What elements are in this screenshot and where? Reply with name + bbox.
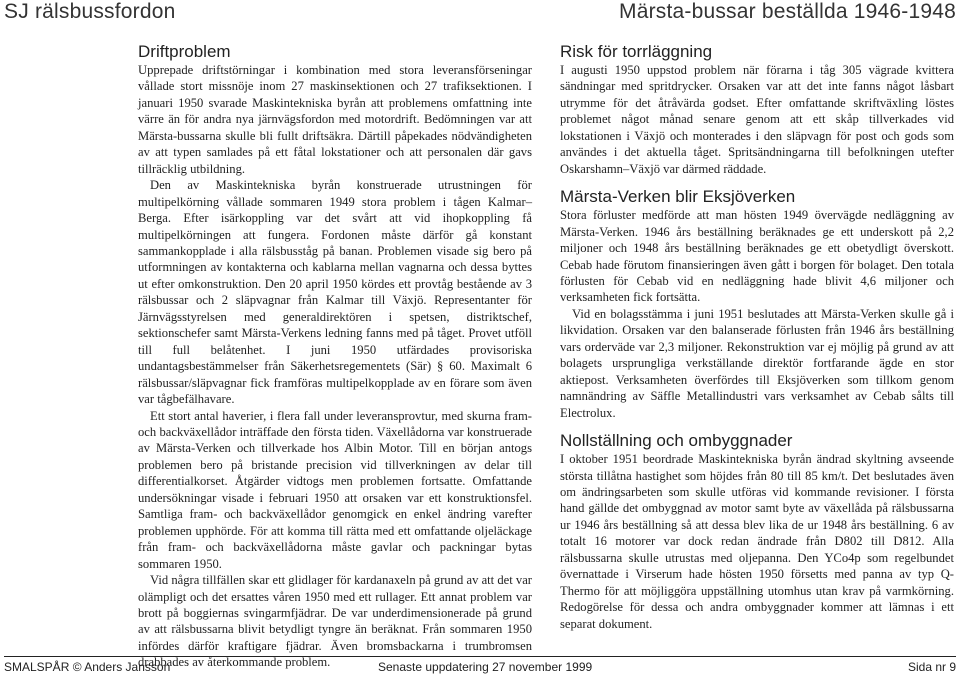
heading-risk-for-torrlaggning: Risk för torrläggning <box>560 42 713 61</box>
paragraph: Ett stort antal haverier, i flera fall under leveransprovtur, med skurna fram- och backväxellådor inträffade den första tiden. Växellådorna var konstruerade av Märsta-Verken och tillverkade hos Albin Motor. Till en början antogs problemen bero på bristande precision vid tillverkningen av delar till differentialkorset. Åtgärder vidtogs men problemen fortsatte. Omfattande undersökningar visade i februari 1950 att orsaken var ett konstruktionsfel. Samtliga fram- och backväxellådor genomgick en enkel ändring varefter problemen upphörde. För att komma till rätta med ett omfattande oljeläckage från fram- och backväxellådorna måste gavlar och packningar bytas sommaren 1950. <box>138 408 532 571</box>
page-title: Märsta-bussar beställda 1946-1948 <box>619 0 956 23</box>
heading-nollstallning-och-ombyggnader: Nollställning och ombyggnader <box>560 431 793 451</box>
paragraph: Vid en bolagsstämma i juni 1951 beslutades att Märsta-Verken skulle gå i likvidation. Orsaken var den balanserade förlusten från 1946 års beställning vars orderväde var 2,3 miljoner. Rekonstruktion var ej möjlig på grund av att bolagets ursprungliga verkställande direktör fortfarande ägde en stor aktiepost. Verksamheten överfördes till Eksjöverken som tillkom genom namnändring av Säffle Metallindustri vars verksamhet av Cebab sålts till Electrolux. <box>560 306 954 420</box>
heading-marsta-verken-blir-eksjoverken: Märsta-Verken blir Eksjöverken <box>560 187 796 207</box>
footer-copyright: SMALSPÅR © Anders Jansson <box>4 660 171 674</box>
right-column <box>560 42 954 632</box>
left-column <box>138 42 532 671</box>
paragraph: I oktober 1951 beordrade Maskintekniska byrån ändrad skyltning avseende största tillåtna hastighet som höjdes från 80 till 85 km/t. Det beslutades även om ändringsarbeten som skulle utföras vid kommande revisioner. I första hand gällde det ombyggnad av motor samt byte av växellåda på rälsbussarna ur 1946 års beställning så att dessa blev lika de ur 1948 års beställning. 6 av totalt 16 motorer var dock redan ändrade från D802 till D812. Alla rälsbussarna skulle utrustas med oljepanna. Den YCo4p som regelbundet övernattade i Virserum hade hösten 1950 försetts med panna av typ Q-Thermo för att möjliggöra uppställning utomhus utan krav på varmkörning. Redogörelse för dessa och andra ombyggnader kommer att lämnas i ett separat dokument. <box>560 452 954 631</box>
page-header <box>0 0 960 26</box>
paragraph: Vid några tillfällen skar ett glidlager för kardanaxeln på grund av att det var olämpligt och det ersattes våren 1950 med ett rullager. Ett annat problem var brott på boggiernas svingarmfjädrar. De var underdimensionerade på grund av att rälsbussarna blivit betydligt tyngre än beräknat. Från sommaren 1950 infördes därför kraftigare fjädrar. Även bromsbackarna i trumbromsen drabbades av återkommande problem. <box>138 573 532 670</box>
paragraph: Den av Maskintekniska byrån konstruerade utrustningen för multipelkörning vållade sommaren 1949 stora problem i tågen Kalmar–Berga. Efter isärkoppling var det svårt att vid ihopkoppling få multipelkörningen att fungera. Fordonen måste därför gå konstant sammankopplade i alla rälsbusståg på banan. Problemen visade sig bero på utformningen av kontakterna och kablarna mellan vagnarna och dessa byttes ut efter omkonstruktion. Den 20 april 1950 kördes ett provtåg bestående av 3 rälsbussar och 2 släpvagnar från Kalmar till Växjö. Representanter för Järnvägsstyrelsen med generaldirektören i spetsen, distriktschef, sektionschefer samt Märsta-Verkens ledning fanns med på tåget. Provet utföll till full belåtenhet. I juni 1950 utfärdades provisoriska undantagsbestämmelser från Säkerhetsregementets (Sär) § 60. Maximalt 6 rälsbussar/släpvagnar fick framföras multipelkopplade av en förare som även var tågbefälhavare. <box>138 178 532 407</box>
paragraph: Stora förluster medförde att man hösten 1949 övervägde nedläggning av Märsta-Verken. 1946 års beställning beräknades ge ett underskott på 2,2 miljoner och 1948 års beställning beräknades ge ett obetydligt överskott. Cebab hade förutom finansieringen även gått i borgen för bolaget. Den totala förlusten för Cebab vid en nedläggning hade blivit 4,6 miljoner och verksamheten fick fortsätta. <box>560 208 954 305</box>
document-title: SJ rälsbussfordon <box>4 0 176 23</box>
heading-driftproblem: Driftproblem <box>138 42 231 61</box>
page-footer <box>0 656 960 676</box>
paragraph: Upprepade driftstörningar i kombination med stora leveransförseningar vållade stort missnöje inom 27 maskinsektionen och 27 trafiksektionen. I januari 1950 svarade Maskintekniska byrån att problemens omfattning inte värre än för andra nya järnvägsfordon med motordrift. Bedömningen var att Märsta-bussarna skulle bli fullt driftsäkra. Därtill påpekades nödvändigheten av att typen samlades på ett fåtal lokstationer och att personalen där gavs tillräcklig utbildning. <box>138 63 532 176</box>
footer-update-date: Senaste uppdatering 27 november 1999 <box>378 660 593 674</box>
footer-divider <box>4 656 956 657</box>
paragraph: I augusti 1950 uppstod problem när förarna i tåg 305 vägrade kvittera sändningar med spritdrycker. Orsaken var att det inte fanns något låsbart utrymme för det åtråvärda godset. Efter omfattande skriftväxling löstes problemet något månad senare genom att ett skåp tillverkades vid lokstationen i Växjö och monterades i den släpvagn för post och gods som användes i det aktuella tåget. Spritsändningarna till befolkningen utefter Oskarshamn–Växjö var därmed räddade. <box>560 63 954 176</box>
footer-page-number: Sida nr 9 <box>907 660 956 674</box>
